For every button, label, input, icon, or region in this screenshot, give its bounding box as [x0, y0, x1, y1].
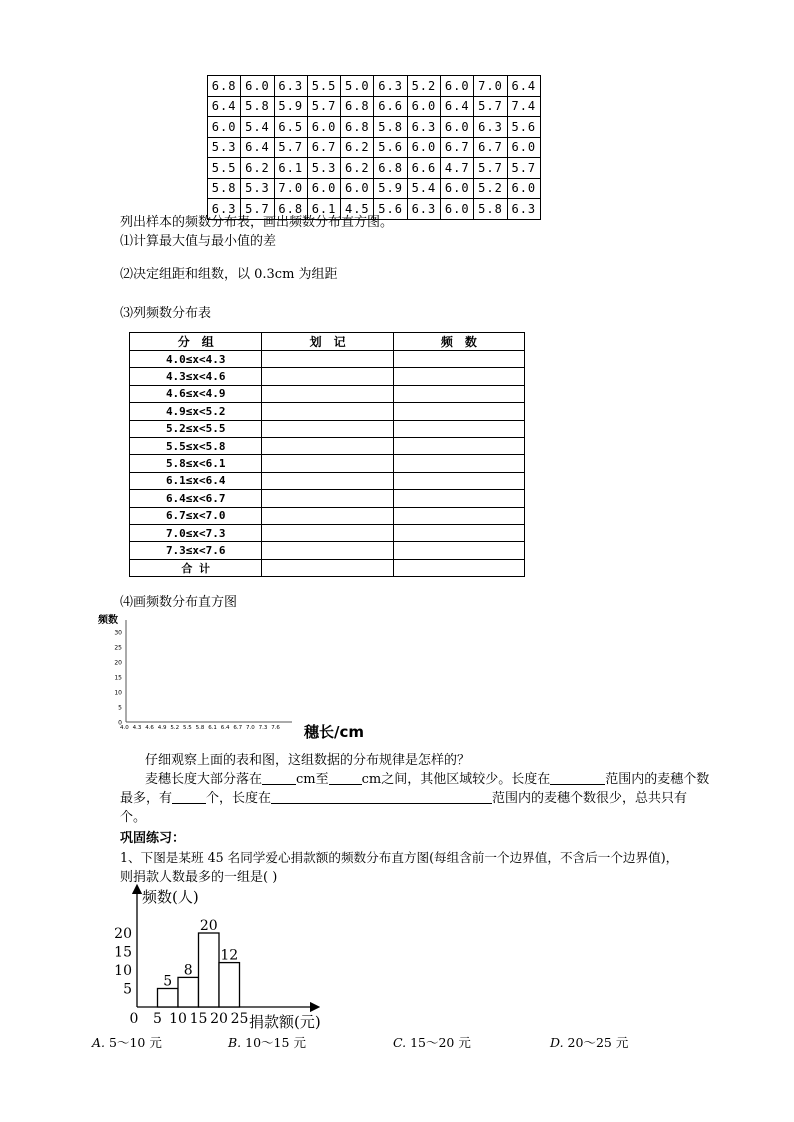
data-cell: 6.0 [407, 137, 440, 158]
option-c-letter: C. [393, 1035, 407, 1050]
data-cell: 6.8 [341, 96, 374, 117]
data-cell: 6.6 [407, 158, 440, 179]
data-cell: 6.0 [507, 137, 540, 158]
x-tick-label: 5 [153, 1011, 162, 1027]
fill-text-6: 个，长度在 [206, 791, 272, 806]
x-tick-label: 15 [189, 1011, 208, 1027]
data-cell: 5.7 [474, 158, 507, 179]
x-tick-label: 7.3 [258, 725, 268, 731]
y-tick-label: 20 [114, 659, 122, 667]
sample-data-table [207, 75, 541, 220]
data-cell: 5.2 [407, 76, 440, 97]
group-cell: 7.0≤x<7.3 [130, 524, 262, 541]
data-cell: 5.5 [307, 76, 340, 97]
tally-cell[interactable] [262, 524, 393, 541]
tally-cell[interactable] [262, 420, 393, 437]
data-cell: 5.7 [307, 96, 340, 117]
tally-cell[interactable] [262, 472, 393, 489]
data-cell: 5.8 [374, 117, 407, 138]
data-cell: 6.1 [274, 158, 307, 179]
data-cell: 7.4 [507, 96, 540, 117]
data-cell: 5.3 [208, 137, 241, 158]
data-cell: 5.8 [474, 199, 507, 220]
x-tick-label: 7.6 [271, 725, 280, 731]
data-cell: 6.0 [407, 96, 440, 117]
group-row [130, 455, 525, 472]
data-cell: 4.7 [441, 158, 474, 179]
data-cell: 4.5 [341, 199, 374, 220]
instruction-text: 列出样本的频数分布表，画出频数分布直方图。 [120, 215, 394, 230]
y-tick-label: 30 [114, 629, 122, 637]
step-2-text: ⑵决定组距和组数，以 0.3cm 为组距 [120, 267, 338, 282]
x-tick-label: 20 [210, 1011, 228, 1027]
frequency-cell[interactable] [393, 472, 524, 489]
y-axis-label: 频数(人) [142, 888, 199, 906]
data-cell: 5.3 [241, 178, 274, 199]
bar-data-label: 8 [183, 962, 193, 979]
data-cell: 5.7 [474, 96, 507, 117]
data-cell: 5.6 [374, 137, 407, 158]
group-row [130, 490, 525, 507]
fill-text-1: 麦穗长度大部分落在 [145, 772, 263, 787]
x-tick-label: 5.8 [195, 725, 205, 731]
y-tick-label: 0 [118, 719, 122, 727]
x-tick-label: 4.6 [145, 725, 154, 731]
tally-cell[interactable] [262, 455, 393, 472]
data-cell: 6.3 [474, 117, 507, 138]
group-cell: 6.4≤x<6.7 [130, 490, 262, 507]
step-4-text: ⑷画频数分布直方图 [120, 595, 238, 610]
data-cell: 6.8 [374, 158, 407, 179]
data-cell: 6.7 [474, 137, 507, 158]
data-cell: 6.4 [507, 76, 540, 97]
fill-text-7: 范围内的麦穗个数很少，总共只有 [492, 791, 688, 806]
bar-data-label: 12 [220, 947, 239, 964]
x-tick-label: 25 [230, 1011, 249, 1027]
tally-cell[interactable] [262, 490, 393, 507]
x-axis-label: 穗长/cm [304, 723, 365, 741]
data-cell: 6.7 [441, 137, 474, 158]
data-cell: 5.6 [374, 199, 407, 220]
data-cell: 6.2 [341, 137, 374, 158]
group-cell: 6.7≤x<7.0 [130, 507, 262, 524]
tally-cell[interactable] [262, 351, 393, 368]
option-a[interactable] [92, 1033, 162, 1051]
data-cell: 5.7 [507, 158, 540, 179]
group-row [130, 351, 525, 368]
blank-1[interactable] [262, 771, 296, 785]
header-tally: 划 记 [262, 333, 393, 351]
data-cell: 6.0 [441, 178, 474, 199]
bar-20~25 [219, 963, 240, 1007]
group-row [130, 368, 525, 385]
x-tick-label: 6.7 [233, 725, 243, 731]
blank-5[interactable] [271, 790, 492, 804]
group-cell: 5.2≤x<5.5 [130, 420, 262, 437]
tally-cell[interactable] [262, 507, 393, 524]
data-cell: 5.5 [208, 158, 241, 179]
bar-data-label: 20 [199, 918, 218, 934]
data-cell: 5.4 [407, 178, 440, 199]
empty-histogram-chart [96, 610, 376, 745]
frequency-cell[interactable] [393, 385, 524, 402]
data-cell: 6.0 [441, 117, 474, 138]
data-row [208, 137, 541, 158]
group-cell: 4.0≤x<4.3 [130, 351, 262, 368]
group-cell: 4.3≤x<4.6 [130, 368, 262, 385]
data-cell: 6.4 [208, 96, 241, 117]
frequency-cell[interactable] [393, 559, 524, 576]
fill-text-2: cm至 [296, 772, 329, 787]
x-axis-label: 捐款额(元) [249, 1013, 321, 1031]
data-cell: 6.7 [307, 137, 340, 158]
option-c-text: 15～20 元 [410, 1035, 471, 1050]
data-cell: 5.9 [374, 178, 407, 199]
group-row [130, 437, 525, 454]
option-b[interactable] [228, 1033, 306, 1051]
bar-10~15 [178, 977, 199, 1007]
frequency-cell[interactable] [393, 351, 524, 368]
tally-cell[interactable] [262, 403, 393, 420]
group-row [130, 403, 525, 420]
data-cell: 6.8 [208, 76, 241, 97]
data-cell: 6.0 [241, 76, 274, 97]
donation-histogram-chart [110, 883, 350, 1033]
fill-line-1 [145, 768, 709, 787]
data-cell: 6.0 [441, 76, 474, 97]
group-cell: 7.3≤x<7.6 [130, 542, 262, 559]
data-cell: 6.4 [241, 137, 274, 158]
group-cell: 合 计 [130, 559, 262, 576]
data-cell: 6.4 [441, 96, 474, 117]
option-b-letter: B. [228, 1035, 242, 1050]
fill-text-4: 范围内的麦穗个数 [605, 772, 710, 787]
group-cell: 4.9≤x<5.2 [130, 403, 262, 420]
question-1-line-2: 则捐款人数最多的一组是( ) [120, 870, 278, 885]
x-tick-label: 5.5 [183, 725, 192, 731]
data-cell: 6.6 [374, 96, 407, 117]
tally-cell[interactable] [262, 437, 393, 454]
data-cell: 5.2 [474, 178, 507, 199]
data-cell: 6.3 [374, 76, 407, 97]
tally-cell[interactable] [262, 542, 393, 559]
data-cell: 5.9 [274, 96, 307, 117]
fill-text-3: cm之间，其他区域较少。长度在 [361, 772, 551, 787]
fill-line-3: 个。 [120, 810, 147, 825]
group-row [130, 420, 525, 437]
frequency-cell[interactable] [393, 490, 524, 507]
option-d[interactable] [550, 1033, 628, 1051]
option-d-letter: D. [550, 1035, 564, 1050]
header-group: 分 组 [130, 333, 262, 351]
frequency-cell[interactable] [393, 524, 524, 541]
data-cell: 6.2 [241, 158, 274, 179]
option-a-text: 5～10 元 [109, 1035, 162, 1050]
x-tick-label: 7.0 [246, 725, 255, 731]
group-row [130, 542, 525, 559]
group-cell: 5.5≤x<5.8 [130, 437, 262, 454]
data-cell: 6.1 [307, 199, 340, 220]
fill-text-5: 最多，有 [120, 791, 173, 806]
frequency-cell[interactable] [393, 403, 524, 420]
x-tick-label: 6.1 [208, 725, 217, 731]
data-cell: 6.3 [507, 199, 540, 220]
y-tick-label: 15 [114, 944, 132, 961]
x-tick-label: 0 [129, 1011, 139, 1027]
option-a-letter: A. [92, 1035, 106, 1050]
data-cell: 6.2 [341, 158, 374, 179]
data-cell: 6.0 [307, 178, 340, 199]
data-cell: 5.4 [241, 117, 274, 138]
x-tick-label: 4.9 [157, 725, 167, 731]
y-tick-label: 5 [118, 704, 122, 712]
y-tick-label: 10 [114, 963, 132, 979]
frequency-cell[interactable] [393, 368, 524, 385]
bar-5~10 [158, 989, 179, 1008]
group-row [130, 385, 525, 402]
x-tick-label: 4.3 [132, 725, 142, 731]
data-cell: 6.3 [407, 199, 440, 220]
group-row [130, 472, 525, 489]
section-title: 巩固练习： [120, 831, 186, 846]
option-d-text: 20～25 元 [567, 1035, 629, 1050]
tally-cell[interactable] [262, 559, 393, 576]
frequency-cell[interactable] [393, 507, 524, 524]
bar-15~20 [199, 933, 220, 1007]
data-cell: 5.7 [274, 137, 307, 158]
group-row [130, 524, 525, 541]
data-cell: 6.0 [441, 199, 474, 220]
data-row [208, 158, 541, 179]
group-row [130, 507, 525, 524]
bar-data-label: 5 [163, 973, 173, 990]
frequency-cell[interactable] [393, 542, 524, 559]
fill-line-2 [120, 787, 687, 806]
blank-4[interactable] [172, 790, 206, 804]
y-tick-label: 5 [123, 981, 132, 998]
data-row [208, 96, 541, 117]
frequency-cell[interactable] [393, 455, 524, 472]
data-cell: 5.8 [241, 96, 274, 117]
x-tick-label: 4.0 [120, 725, 129, 731]
x-tick-label: 5.2 [170, 725, 180, 731]
question-1-line-1: 1、下图是某班 45 名同学爱心捐款额的频数分布直方图(每组含前一个边界值，不含后一个边界值)， [120, 850, 679, 865]
data-row [208, 178, 541, 199]
data-cell: 7.0 [274, 178, 307, 199]
data-cell: 5.8 [208, 178, 241, 199]
blank-3[interactable] [550, 771, 605, 785]
frequency-distribution-table [129, 332, 525, 577]
option-c[interactable] [393, 1033, 471, 1051]
x-tick-label: 10 [169, 1011, 187, 1027]
data-row [208, 117, 541, 138]
data-cell: 6.5 [274, 117, 307, 138]
x-tick-label: 6.4 [220, 725, 230, 731]
y-tick-label: 15 [114, 674, 122, 682]
data-cell: 6.3 [208, 199, 241, 220]
data-cell: 6.0 [208, 117, 241, 138]
y-tick-label: 10 [114, 689, 122, 697]
data-cell: 6.8 [341, 117, 374, 138]
data-cell: 6.0 [507, 178, 540, 199]
total-row [130, 559, 525, 576]
tally-cell[interactable] [262, 385, 393, 402]
frequency-cell[interactable] [393, 420, 524, 437]
data-cell: 6.8 [274, 199, 307, 220]
data-cell: 5.3 [307, 158, 340, 179]
group-cell: 6.1≤x<6.4 [130, 472, 262, 489]
step-3-text: ⑶列频数分布表 [120, 306, 212, 321]
tally-cell[interactable] [262, 368, 393, 385]
data-cell: 6.3 [407, 117, 440, 138]
group-cell: 4.6≤x<4.9 [130, 385, 262, 402]
y-tick-label: 20 [114, 926, 132, 942]
step-1-text: ⑴计算最大值与最小值的差 [120, 234, 277, 249]
y-tick-label: 25 [114, 644, 122, 652]
data-cell: 5.0 [341, 76, 374, 97]
group-cell: 5.8≤x<6.1 [130, 455, 262, 472]
frequency-cell[interactable] [393, 437, 524, 454]
data-cell: 6.0 [307, 117, 340, 138]
option-b-text: 10～15 元 [245, 1035, 306, 1050]
blank-2[interactable] [329, 771, 362, 785]
data-cell: 6.0 [341, 178, 374, 199]
data-cell: 6.3 [274, 76, 307, 97]
y-axis-label: 频数 [98, 615, 118, 626]
data-row [208, 76, 541, 97]
header-frequency: 频 数 [393, 333, 524, 351]
observe-text: 仔细观察上面的表和图，这组数据的分布规律是怎样的？ [145, 753, 471, 768]
data-cell: 5.7 [241, 199, 274, 220]
data-cell: 5.6 [507, 117, 540, 138]
data-cell: 7.0 [474, 76, 507, 97]
